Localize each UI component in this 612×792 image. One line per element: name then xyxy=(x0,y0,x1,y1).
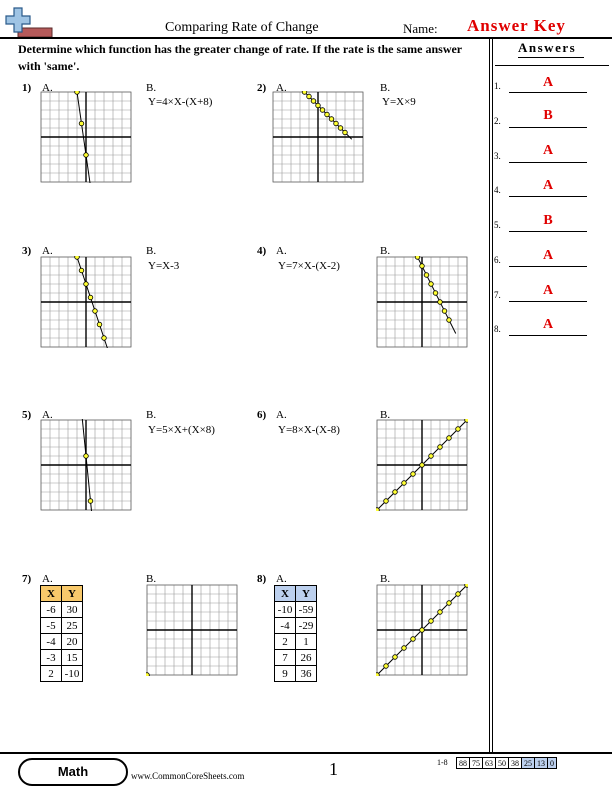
option-b-label: B. xyxy=(146,573,157,585)
data-point xyxy=(384,664,389,669)
option-a-label: A. xyxy=(276,82,287,94)
table-cell: 30 xyxy=(62,602,83,618)
data-point xyxy=(456,427,461,432)
answer-line xyxy=(509,196,587,197)
option-b-label: B. xyxy=(380,245,391,257)
answer-value: A xyxy=(542,317,554,332)
table-header: X xyxy=(275,586,296,602)
answer-value: B xyxy=(543,213,553,228)
data-point xyxy=(376,508,379,511)
table-row xyxy=(275,618,317,634)
table-header: Y xyxy=(62,586,83,602)
answer-line xyxy=(509,127,587,128)
xy-table-7a xyxy=(40,585,83,682)
answer-line xyxy=(509,266,587,267)
option-b-label: B. xyxy=(380,82,391,94)
data-point xyxy=(415,256,420,259)
data-point xyxy=(402,646,407,651)
option-b-label: B. xyxy=(146,82,157,94)
answer-number: 5. xyxy=(494,220,501,230)
page-number: 1 xyxy=(329,759,338,779)
data-point xyxy=(393,655,398,660)
table-row xyxy=(41,602,83,618)
table-cell: -10 xyxy=(62,666,83,682)
data-point xyxy=(384,499,389,504)
data-point xyxy=(102,336,107,341)
math-subject-badge: Math xyxy=(18,758,128,786)
option-b-label: B. xyxy=(146,409,157,421)
graph-3a xyxy=(40,256,132,348)
option-b-label: B. xyxy=(146,245,157,257)
footer-divider xyxy=(0,752,612,754)
table-header: Y xyxy=(296,586,317,602)
answers-heading: Answers xyxy=(518,40,577,55)
data-point xyxy=(84,282,89,287)
answer-value: A xyxy=(542,75,554,90)
graph-2a xyxy=(272,91,364,183)
answer-value: A xyxy=(542,248,554,263)
graph-8b xyxy=(376,584,468,676)
graph-1a xyxy=(40,91,132,183)
table-cell: -5 xyxy=(41,618,62,634)
data-point xyxy=(442,309,447,314)
name-label: Name: xyxy=(403,21,438,36)
score-cell: 13 xyxy=(535,758,548,769)
data-point xyxy=(438,300,443,305)
table-header: X xyxy=(41,586,62,602)
answer-number: 4. xyxy=(494,185,501,195)
score-cell: 88 xyxy=(457,758,470,769)
data-point xyxy=(307,94,312,99)
data-point xyxy=(456,592,461,597)
score-table xyxy=(456,757,557,769)
answer-line xyxy=(509,335,587,336)
equation-a: Y=7×X-(X-2) xyxy=(278,260,340,272)
data-point xyxy=(325,112,330,117)
table-cell: 9 xyxy=(275,666,296,682)
answer-number: 1. xyxy=(494,81,501,91)
graph-6b xyxy=(376,419,468,511)
score-cell: 75 xyxy=(470,758,483,769)
table-cell: 15 xyxy=(62,650,83,666)
option-a-label: A. xyxy=(42,409,53,421)
instructions: Determine which function has the greater change of rate. If the rate is the same answer with 'same'. xyxy=(18,42,462,73)
data-point xyxy=(84,153,89,158)
answer-number: 6. xyxy=(494,255,501,265)
data-point xyxy=(75,91,80,94)
table-cell: 26 xyxy=(296,650,317,666)
option-b-label: B. xyxy=(380,573,391,585)
problem-number: 7) xyxy=(22,573,32,585)
data-point xyxy=(447,436,452,441)
data-point xyxy=(338,126,343,131)
data-point xyxy=(429,454,434,459)
table-cell: -10 xyxy=(275,602,296,618)
graph-4b xyxy=(376,256,468,348)
option-a-label: A. xyxy=(276,573,287,585)
table-cell: 20 xyxy=(62,634,83,650)
header-divider xyxy=(0,37,612,39)
table-cell: 1 xyxy=(296,634,317,650)
equation-b: Y=X-3 xyxy=(148,260,180,272)
option-a-label: A. xyxy=(42,82,53,94)
table-cell: -59 xyxy=(296,602,317,618)
answer-line xyxy=(509,301,587,302)
answer-number: 8. xyxy=(494,324,501,334)
equation-a: Y=8×X-(X-8) xyxy=(278,424,340,436)
option-a-label: A. xyxy=(276,245,287,257)
problem-number: 6) xyxy=(257,409,267,421)
data-point xyxy=(146,673,149,676)
answer-column-divider xyxy=(489,37,490,752)
table-row xyxy=(275,650,317,666)
problem-number: 8) xyxy=(257,573,267,585)
option-a-label: A. xyxy=(42,573,53,585)
table-row xyxy=(41,650,83,666)
data-point xyxy=(75,256,80,259)
score-cell: 63 xyxy=(483,758,496,769)
answer-value: A xyxy=(542,178,554,193)
plus-logo-icon xyxy=(4,6,54,38)
table-row xyxy=(41,618,83,634)
data-point xyxy=(79,121,84,126)
answers-divider xyxy=(495,65,609,66)
graph-5a xyxy=(40,419,132,511)
table-row xyxy=(41,634,83,650)
score-cell: 0 xyxy=(548,758,557,769)
equation-b: Y=4×X-(X+8) xyxy=(148,96,213,108)
answer-line xyxy=(509,162,587,163)
data-point xyxy=(433,291,438,296)
problem-number: 1) xyxy=(22,82,32,94)
answer-line xyxy=(509,92,587,93)
equation-b: Y=X×9 xyxy=(382,96,416,108)
table-cell: -3 xyxy=(41,650,62,666)
data-point xyxy=(465,419,468,422)
table-cell: 2 xyxy=(41,666,62,682)
data-point xyxy=(79,268,84,273)
answer-number: 2. xyxy=(494,116,501,126)
data-point xyxy=(424,273,429,278)
data-point xyxy=(97,322,102,327)
option-a-label: A. xyxy=(276,409,287,421)
data-point xyxy=(447,601,452,606)
table-row xyxy=(275,602,317,618)
data-point xyxy=(302,91,307,94)
answer-number: 7. xyxy=(494,290,501,300)
table-cell: 25 xyxy=(62,618,83,634)
data-point xyxy=(311,99,316,104)
answer-line xyxy=(509,231,587,232)
data-point xyxy=(393,490,398,495)
problem-number: 2) xyxy=(257,82,267,94)
answer-column-divider-inner xyxy=(492,37,493,752)
answer-key-label: Answer Key xyxy=(467,16,566,35)
data-point xyxy=(411,472,416,477)
equation-b: Y=5×X+(X×8) xyxy=(148,424,215,436)
table-cell: -4 xyxy=(275,618,296,634)
option-a-label: A. xyxy=(42,245,53,257)
data-point xyxy=(88,499,93,504)
table-cell: 2 xyxy=(275,634,296,650)
data-point xyxy=(93,309,98,314)
data-point xyxy=(343,130,348,135)
data-point xyxy=(402,481,407,486)
table-row xyxy=(275,634,317,650)
data-point xyxy=(420,264,425,269)
score-cell: 38 xyxy=(509,758,522,769)
data-point xyxy=(420,628,425,633)
graph-7b xyxy=(146,584,238,676)
score-range-label: 1-8 xyxy=(437,758,448,767)
option-b-label: B. xyxy=(380,409,391,421)
data-point xyxy=(316,103,321,108)
answer-number: 3. xyxy=(494,151,501,161)
data-point xyxy=(447,318,452,323)
page-title: Comparing Rate of Change xyxy=(165,20,319,35)
table-cell: -4 xyxy=(41,634,62,650)
answers-heading-underline xyxy=(518,57,584,58)
score-cell: 50 xyxy=(496,758,509,769)
problem-number: 4) xyxy=(257,245,267,257)
data-point xyxy=(411,637,416,642)
data-point xyxy=(429,282,434,287)
data-point xyxy=(334,121,339,126)
data-point xyxy=(429,619,434,624)
table-cell: -6 xyxy=(41,602,62,618)
xy-table-8a xyxy=(274,585,317,682)
score-cell: 25 xyxy=(522,758,535,769)
table-cell: -29 xyxy=(296,618,317,634)
table-cell: 7 xyxy=(275,650,296,666)
data-point xyxy=(465,584,468,587)
data-point xyxy=(88,295,93,300)
answer-value: A xyxy=(542,283,554,298)
data-point xyxy=(438,445,443,450)
table-cell: 36 xyxy=(296,666,317,682)
site-url: www.CommonCoreSheets.com xyxy=(131,771,245,781)
table-row xyxy=(275,666,317,682)
data-point xyxy=(420,463,425,468)
data-point xyxy=(320,108,325,113)
problem-number: 5) xyxy=(22,409,32,421)
data-point xyxy=(438,610,443,615)
answer-value: A xyxy=(542,143,554,158)
data-point xyxy=(329,117,334,122)
problem-number: 3) xyxy=(22,245,32,257)
data-point xyxy=(84,454,89,459)
table-row xyxy=(41,666,83,682)
answer-value: B xyxy=(543,108,553,123)
data-point xyxy=(376,673,379,676)
